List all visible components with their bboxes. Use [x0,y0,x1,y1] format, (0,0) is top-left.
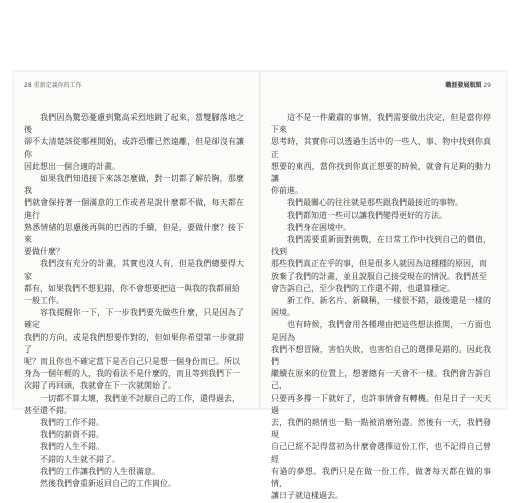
right-page-number: 29 [483,82,491,89]
left-paragraph-5: 一切都不算太壞，我們並不討厭自己的工作，還得過去， 甚至還不錯。 [24,393,240,415]
right-paragraph-2: 我們最關心的往往就是那些跟我們最接近的事物。 [287,198,463,208]
right-page-header [271,82,491,90]
left-page [24,82,244,490]
right-paragraph-6: 新工作、新名片、新職稱，一樣很不錯，最後還是一樣的困境。 [271,296,491,318]
left-page-body [24,112,244,490]
left-poem-line-4: 不錯的人生就不錯了。 [40,454,120,464]
left-poem-line-2: 我們的薪資不錯。 [40,430,104,440]
left-poem-line-6: 然後我們會重新返回自己的工作崗位。 [40,479,176,489]
right-page-heading [445,82,491,90]
left-paragraph-2: 如果我們知道接下來該怎麼做，對一切都了解於胸，那麼我 們就會保持著一個滿意的工作或者是說什麼都不做，每天都在進行 熟悉情緒的思慮後再與的巴西的手續，但是，要做什麼？接下來 要做什麼？ [24,174,244,257]
right-paragraph-1: 這不是一件嚴肅的事情，我們需要做出決定，但是當你停下來 思考時，其實你可以透過生活中的一些人、事、物中找到你真正 想要的東西，當你找到你真正想要的時候，就會有足夠的動力讓 你前進。 [271,113,491,196]
book-gutter [259,72,261,408]
left-poem-line-1: 我們的工作不錯。 [40,418,104,428]
left-paragraph-3: 我們沒有充分的計畫，其實也沒人有，但是我們總要得大家 都有，如果我們不想犯錯，你不會想要把這一與我的我都留給 一般工作。 [24,259,244,306]
left-running-title: 重新定義你的工作 [33,82,82,89]
left-paragraph-4: 容我提醒你一下，下一步我們要先做些什麼，只是因為了確定 我們的方向，或是我們想要作對的，但如果你希望第一步就錯了 呢？而且你也不確定當下是否自己只是想一個身份而已。所以 身為一個年輕的人，我的看法不是什麼的，而且等到我們下一 次錯了再回頭，我就會在下一次就開始了。 [24,308,244,391]
left-page-heading [24,82,82,90]
right-running-title: 職涯發展瓶頸 [445,82,482,89]
left-page-number: 28 [24,82,32,89]
right-page [271,82,491,503]
right-paragraph-4: 我們身在困境中。 [287,222,351,232]
right-paragraph-7: 也有時候，我們會用各種理由把這些想法推開，一方面也是因為 我們不想冒險，害怕失敗，也害怕自己的選擇是錯的。因此我們 繼續在原來的位置上，想著總有一天會不一樣。我們會告訴自己， 只要再多撐一下就好了，也許事情會有轉機。但是日子一天天過 去，我們的熱情也一點一點被消磨殆盡。然後有一天，我們發現 自己已經不記得當初為什麼會選擇這份工作，也不記得自己曾經 有過的夢想。我們只是在做一份工作，做著每天都在做的事情， 讓日子就這樣過去。 [271,320,491,501]
right-page-body [271,112,491,503]
left-page-header [24,82,244,90]
right-paragraph-5: 我們需要重新面對挑戰，在日常工作中找到自己的價值，找到 那些我們真正在乎的事，但是很多人就因為這種種的原因，而 放棄了我們的計畫，並且說服自己接受現在的情況。我們甚至 會告訴自己，至少我們的工作還不錯，也還算穩定。 [271,235,491,293]
right-paragraph-3: 我們都知道一些可以讓我們變得更好的方法。 [287,210,447,220]
left-paragraph-1: 我們因為驚恐憂慮到驚高采烈地跳了起來，當雙腳落地之後 卻不太清楚該從哪裡開始，或許恐懼已然遠離，但是卻沒有讓你 因此想出一個合適的計畫。 [24,113,244,171]
left-poem-line-3: 我們的人生不錯。 [40,442,104,452]
book-spread [14,72,506,501]
left-poem-line-5: 我們的工作讓我們的人生很滿意。 [40,466,160,476]
